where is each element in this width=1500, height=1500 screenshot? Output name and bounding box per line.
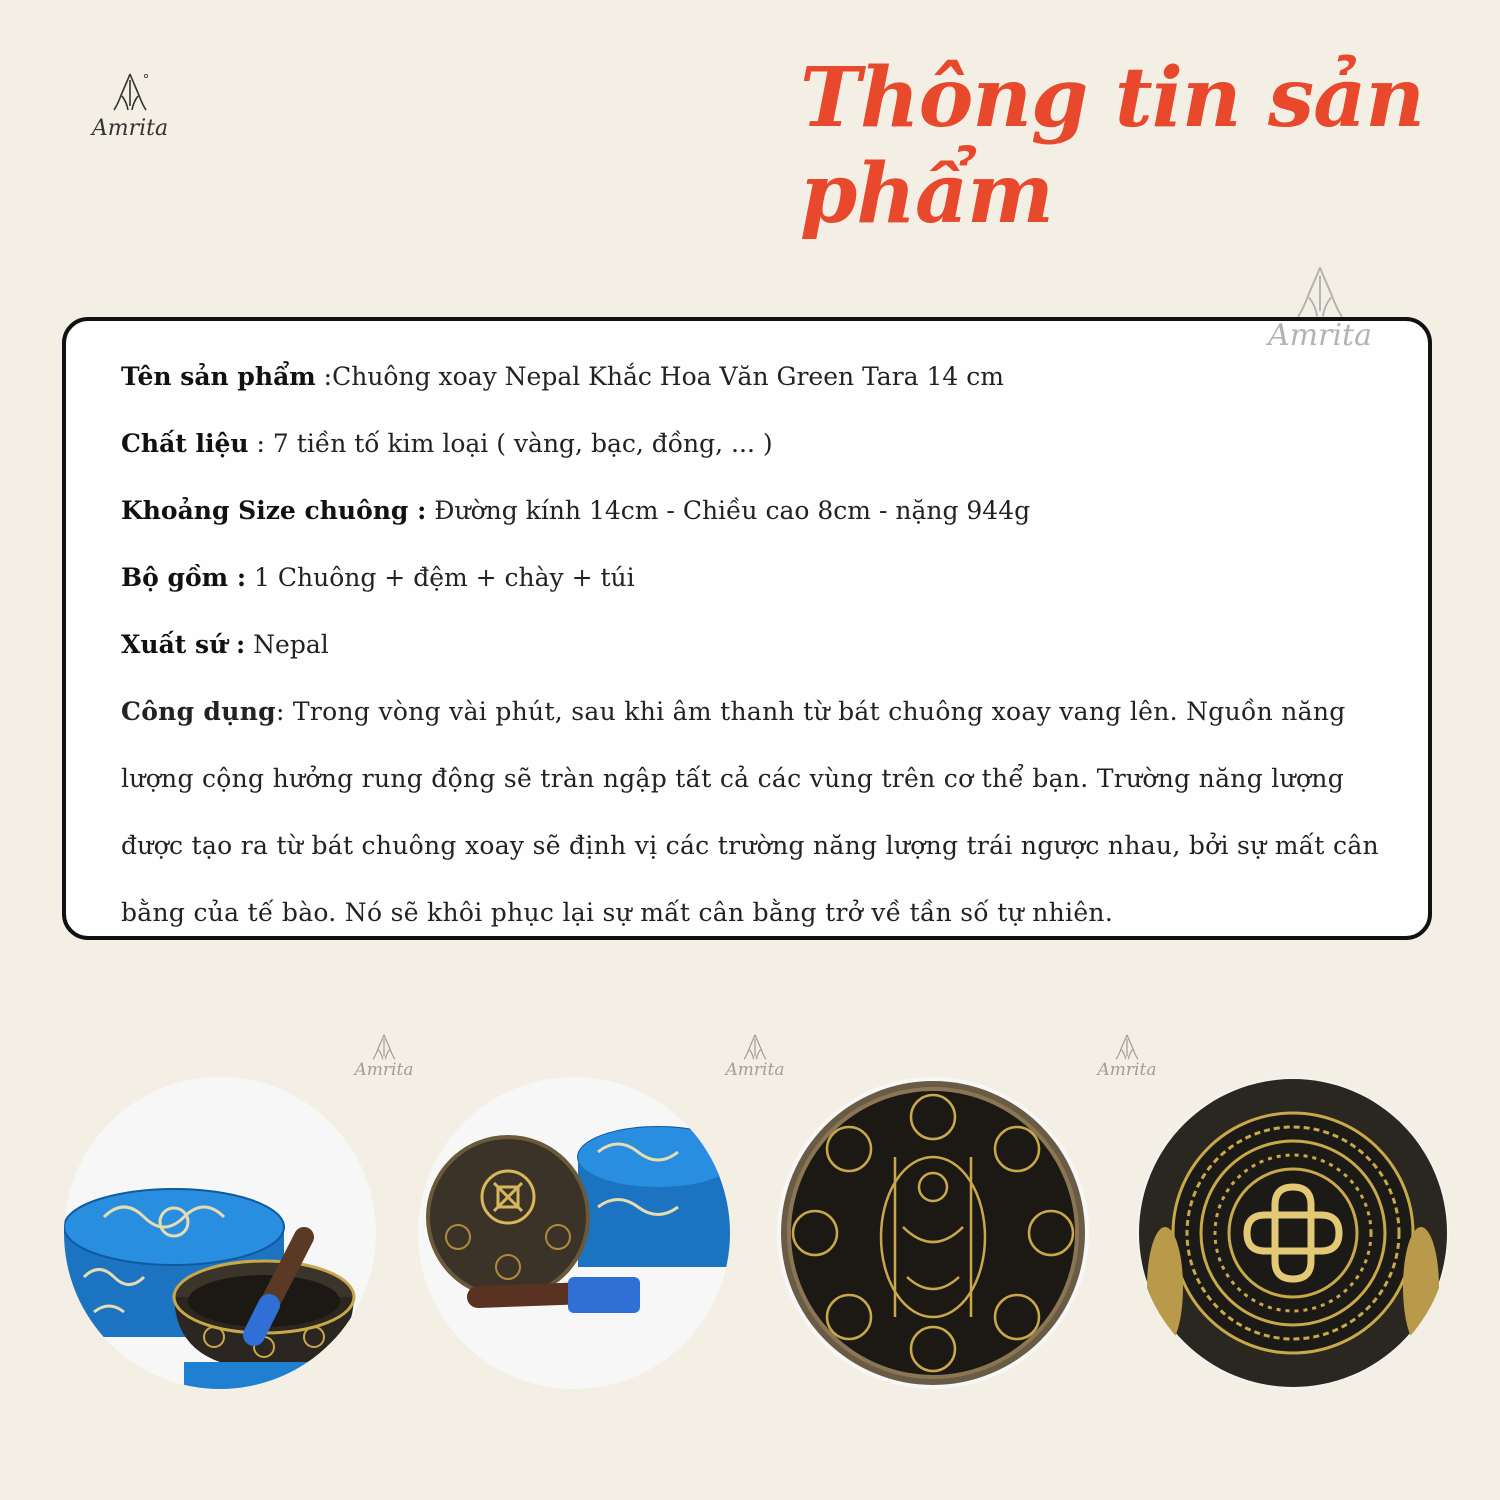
- size-label: Khoảng Size chuông :: [121, 496, 427, 525]
- photo-watermark-logo: [339, 1032, 429, 1080]
- origin-value: Nepal: [245, 630, 329, 659]
- praying-hands-icon: [741, 1032, 769, 1062]
- size-row: [121, 477, 1411, 544]
- praying-hands-icon: [1292, 262, 1348, 322]
- card-watermark-logo: [1250, 262, 1390, 353]
- praying-hands-icon: [1113, 1032, 1141, 1062]
- brand-logo-text: Amrita: [91, 116, 169, 141]
- material-label: Chất liệu: [121, 429, 249, 458]
- photo-watermark-text: Amrita: [725, 1060, 785, 1080]
- product-name-label: Tên sản phẩm: [121, 362, 316, 391]
- photo-watermark-logo: [710, 1032, 800, 1080]
- usage-label: Công dụng: [121, 697, 276, 726]
- material-row: [121, 410, 1411, 477]
- product-info-card: [62, 317, 1432, 940]
- praying-hands-icon: [370, 1032, 398, 1062]
- praying-hands-icon: [110, 70, 150, 114]
- size-value: Đường kính 14cm - Chiều cao 8cm - nặng 944g: [426, 496, 1031, 525]
- photo-watermark-text: Amrita: [1097, 1060, 1157, 1080]
- set-label: Bộ gồm :: [121, 563, 247, 592]
- material-value: : 7 tiền tố kim loại ( vàng, bạc, đồng, ... ): [248, 429, 773, 458]
- origin-label: Xuất sứ :: [121, 630, 246, 659]
- product-name-value: :Chuông xoay Nepal Khắc Hoa Văn Green Tara 14 cm: [315, 362, 1004, 391]
- set-value: 1 Chuông + đệm + chày + túi: [246, 563, 635, 592]
- page-title: Thông tin sản phẩm: [800, 50, 1424, 242]
- product-photo-bowl-top[interactable]: [777, 1077, 1089, 1389]
- product-photo-bowl-bag-mallet[interactable]: [418, 1077, 730, 1389]
- product-photo-set-bag-bowl[interactable]: [64, 1077, 376, 1389]
- brand-logo[interactable]: [75, 70, 185, 141]
- photo-watermark-logo: [1082, 1032, 1172, 1080]
- origin-row: [121, 611, 1411, 678]
- photo-watermark-text: Amrita: [354, 1060, 414, 1080]
- product-photo-bowl-knot[interactable]: [1137, 1077, 1449, 1389]
- product-name-row: [121, 343, 1411, 410]
- card-watermark-text: Amrita: [1268, 318, 1372, 353]
- set-row: [121, 544, 1411, 611]
- product-info-body: [121, 343, 1411, 946]
- usage-row: [121, 678, 1411, 946]
- usage-value: : Trong vòng vài phút, sau khi âm thanh từ bát chuông xoay vang lên. Nguồn năng lượng cộng hưởng rung động sẽ tràn ngập tất cả các vùng trên cơ thể bạn. Trường năng lượng được tạo ra từ bát chuông xoay sẽ định vị các trường năng lượng trái ngược nhau, bởi sự mất cân bằng của tế bào. Nó sẽ khôi phục lại sự mất cân bằng trở về tần số tự nhiên.: [121, 697, 1379, 927]
